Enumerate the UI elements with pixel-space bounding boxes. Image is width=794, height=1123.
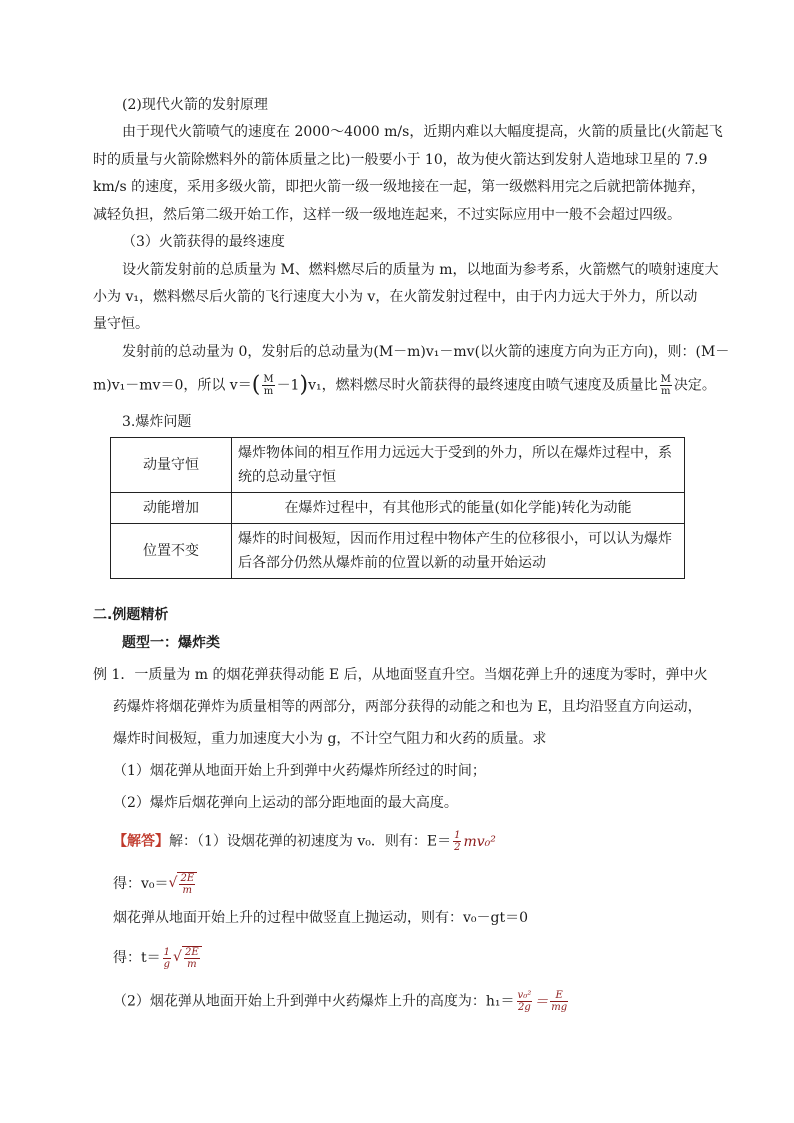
paren-close: )	[299, 372, 309, 398]
table-key-cell: 动量守恒	[111, 438, 232, 493]
fraction-denominator: 2	[454, 842, 461, 853]
fraction	[550, 990, 568, 1013]
table-key-cell: 动能增加	[111, 493, 232, 524]
cell-line: 后各部分仍然从爆炸前的位置以新的动量开始运动	[238, 555, 546, 571]
cell-line: 统的总动量守恒	[238, 469, 336, 485]
example-line: 爆炸时间极短，重力加速度大小为 g，不计空气阻力和火药的质量。求	[113, 731, 547, 747]
question-2: （2）爆炸后烟花弹向上运动的部分距地面的最大高度。	[113, 795, 458, 811]
table-row	[111, 438, 685, 493]
answer-tag: 【解答】	[113, 833, 169, 850]
section-title-launch-principle: (2)现代火箭的发射原理	[122, 97, 268, 113]
fraction-denominator: mg	[551, 1002, 568, 1013]
paragraph-line: 小为 v₁，燃料燃尽后火箭的飞行速度大小为 v，在火箭发射过程中，由于内力远大于外力，所以动	[93, 289, 698, 305]
cell-line: 爆炸物体间的相互作用力远远大于受到的外力，所以在爆炸过程中，系	[238, 445, 672, 461]
table-row	[111, 493, 685, 524]
formula-text: m)v₁－mv＝0，所以 v＝	[93, 377, 252, 394]
mass-ratio-fraction	[262, 374, 274, 397]
paragraph-line: 设火箭发射前的总质量为 M、燃料燃尽后的质量为 m，以地面为参考系，火箭燃气的喷射速度大	[122, 262, 719, 278]
section-title-explosion: 3.爆炸问题	[122, 414, 192, 430]
fraction-numerator: 2E	[184, 947, 199, 958]
question-1: （1）烟花弹从地面开始上升到弹中火药爆炸所经过的时间；	[113, 763, 486, 779]
math-term: mv₀²	[463, 833, 496, 850]
fraction-denominator: m	[182, 885, 193, 896]
fraction-numerator: E	[550, 990, 568, 1002]
cell-line: 爆炸的时间极短，因而作用过程中物体产生的位移很小，可以认为爆炸	[238, 531, 672, 547]
cell-line: 在爆炸过程中，有其他形式的能量(如化学能)转化为动能	[284, 500, 632, 516]
fraction-denominator: m	[660, 386, 671, 397]
equals-sign: ＝	[534, 993, 549, 1010]
formula-text: v₁，燃料燃尽时火箭获得的最终速度由喷气速度及质量比	[308, 377, 658, 394]
paragraph-line: km/s 的速度，采用多级火箭，即把火箭一级一级地接在一起，第一级燃料用完之后就把箭体抛弃，	[93, 179, 706, 195]
fraction-denominator: m	[263, 386, 274, 397]
answer-text: 解：（1）设烟花弹的初速度为 v₀．则有：E＝	[169, 833, 452, 850]
table-value-cell	[232, 438, 685, 493]
paren-open: (	[251, 372, 261, 398]
answer-line-1	[113, 830, 496, 853]
answer-text: 得：t＝	[113, 950, 161, 966]
section-title-final-velocity: （3）火箭获得的最终速度	[122, 234, 285, 250]
formula-text: 决定。	[673, 377, 716, 394]
table-row	[111, 524, 685, 579]
answer-line-4	[113, 946, 202, 970]
explosion-table	[110, 437, 685, 579]
fraction-numerator: 2E	[180, 873, 195, 884]
sqrt-expression: √ $\frac{2E}{m}$	[173, 946, 202, 970]
examples-heading: 二.例题精析	[93, 607, 169, 623]
sqrt-expression: √ $\frac{2E}{m}$	[169, 872, 198, 896]
answer-line-3: 烟花弹从地面开始上升的过程中做竖直上抛运动，则有：v₀－gt＝0	[113, 910, 529, 926]
fraction-denominator: m	[187, 959, 197, 970]
answer-line-2	[113, 872, 197, 896]
fraction-denominator: g	[163, 958, 171, 970]
paragraph-line: 由于现代火箭喷气的速度在 2000～4000 m/s，近期内难以大幅度提高，火箭的质量比(火箭起飞	[122, 124, 723, 140]
fraction	[453, 830, 461, 853]
table-value-cell	[232, 493, 685, 524]
table-key-cell: 位置不变	[111, 524, 232, 579]
formula-text: －1	[276, 377, 300, 394]
paragraph-line: 发射前的总动量为 0，发射后的总动量为(M－m)v₁－mv(以火箭的速度方向为正方向)，则：(M－	[122, 344, 730, 360]
type-heading: 题型一：爆炸类	[122, 635, 220, 651]
answer-line-5	[113, 990, 570, 1013]
answer-text: （2）烟花弹从地面开始上升到弹中火药爆炸上升的高度为：h₁＝	[113, 993, 515, 1010]
formula-line	[93, 374, 716, 397]
mass-ratio-fraction	[660, 374, 672, 397]
fraction-denominator: 2g	[518, 1002, 531, 1013]
fraction-numerator: v₀²	[517, 990, 532, 1001]
paragraph-line: 量守恒。	[93, 316, 149, 332]
fraction-numerator: 1	[454, 830, 461, 841]
paragraph-line: 时的质量与火箭除燃料外的箭体质量之比)一般要小于 10，故为使火箭达到发射人造地球卫星的 7.9	[93, 152, 708, 168]
paragraph-line: 减轻负担，然后第二级开始工作，这样一级一级地连起来，不过实际应用中一般不会超过四级。	[93, 207, 681, 223]
fraction-numerator: M	[660, 374, 671, 385]
fraction	[517, 990, 533, 1013]
fraction-numerator: M	[263, 374, 274, 385]
answer-text: 得：v₀＝	[113, 876, 169, 892]
example-line: 药爆炸将烟花弹炸为质量相等的两部分，两部分获得的动能之和也为 E，且均沿竖直方向运动，	[113, 699, 702, 715]
fraction	[163, 947, 171, 970]
fraction-numerator: 1	[163, 946, 171, 958]
example-line: 例 1．一质量为 m 的烟花弹获得动能 E 后，从地面竖直升空。当烟花弹上升的速度为零时，弹中火	[93, 667, 708, 683]
table-value-cell	[232, 524, 685, 579]
